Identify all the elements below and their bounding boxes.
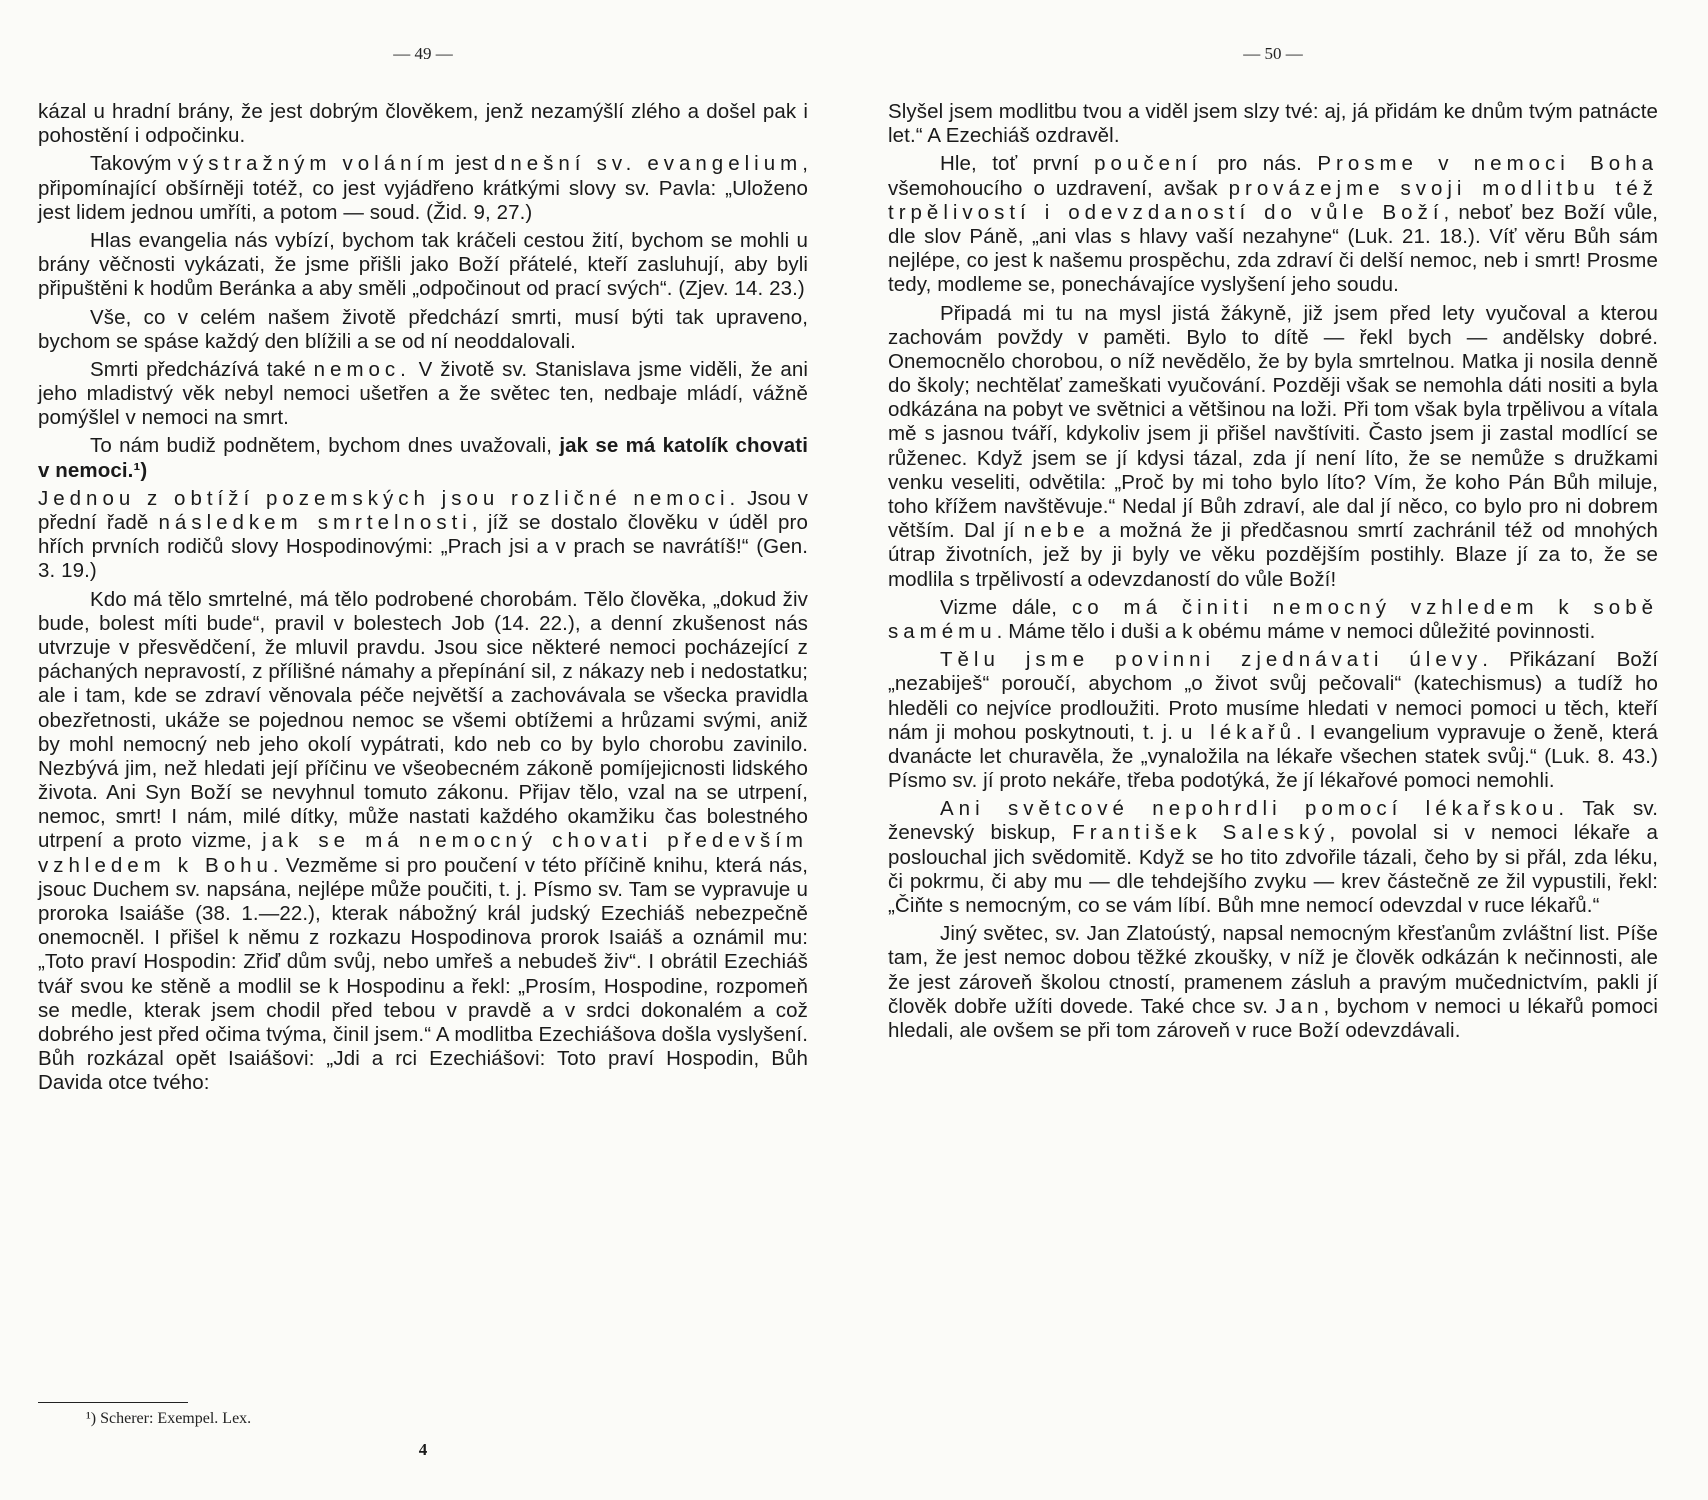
paragraph: Slyšel jsem modlitbu tvou a viděl jsem slzy tvé: aj, já přidám ke dnům tvým patnácte let.“ A Ezechiáš ozdravěl. [888, 100, 1658, 148]
paragraph: Ani světcové nepohrdli pomocí lékařskou. Tak sv. ženevský biskup, František Saleský, povolal si v nemoci lékaře a poslouchal jich svědomitě. Když se ho tito zdvořile tázali, čeho by si přál, zda léku, či pokrmu, či aby mu — dle tehdejšího zvyku — krev částečně ze žil vypustili, řekl: „Čiňte s nemocným, co se vám líbí. Bůh mne nemocí odevzdal v ruce lékařů.“ [888, 797, 1658, 917]
page-number: — 49 — [393, 44, 453, 63]
paragraph: Tělu jsme povinni zjednávati úlevy. Přikázaní Boží „nezabiješ“ poroučí, abychom „o život svůj pečovali“ (katechismus) a tudíž ho hleděli co nejvíce prodloužiti. Proto musíme hledati v nemoci pomoci u těch, kteří nám ji mohou poskytnouti, t. j. u lékařů. I evangelium vypravuje o ženě, která dvanácte let churavěla, že „vynaložila na lékaře všechen statek svůj.“ (Luk. 8. 43.) Písmo sv. jí proto nekáře, třeba podotýká, že jí lékařové pomoci nemohli. [888, 648, 1658, 793]
paragraph: Připadá mi tu na mysl jistá žákyně, již jsem před lety vyučoval a kterou zachovám povždy v paměti. Bylo to dítě — řekl bych — andělsky dobré. Onemocnělo chorobou, o níž nevědělo, že by byla smrtelnou. Matka ji nosila denně do školy; nechtělať zameškati vyučování. Později však se nemohla dáti nositi a byla odkázána na pobyt ve světnici a většinou na loži. Při tom však byla trpělivou a vítala mě s jasnou tváří, kdykoliv jsem ji přišel navštíviti. Často jsem ji zastal modlící se růženec. Když jsem se jí kdysi tázal, zda jí není líto, že se nemůže s družkami venku veseliti, odvětila: „Proč by mi toho bylo líto? Vím, že koho Pán Bůh miluje, toho křížem navštěvuje.“ Nedal jí Bůh zdraví, ale dal jí něco, co bylo pro ni dobrem větším. Dal jí nebe a možná že ji předčasnou smrtí zachránil též od mnohých útrap životních, jež by ji byly ve věku pozdějším postihly. Blaze jí za to, že se modlila s trpělivostí a odevzdaností do vůle Boží! [888, 301, 1658, 591]
bold-topic: jak se má katolík chovati v nemoci.¹) [38, 434, 808, 482]
paragraph: Kdo má tělo smrtelné, má tělo podrobené chorobám. Tělo člověka, „dokud živ bude, bolest míti bude“, pravil v bolestech Job (14. 22.), a denní zkušenost nás utvrzuje v přesvědčení, že mluvil pravdu. Jsou sice některé nemoci pocházející z páchaných nepravostí, z přílišné námahy a přepínání sil, z nákazy neb i nedostatku; ale i tam, kde se zdraví věnovala péče největší a zachovávala se všecka pravidla obezřetnosti, ukáže se pojednou nemoc se všemi obtížemi a hrůzami svými, aniž by mohl nemocný neb jeho okolí vypátrati, kdo neb co by bylo chorobu zavinilo. Nezbývá jim, než hledati její příčinu ve všeobecném zákoně pomíjejicnosti lidského života. Ani Syn Boží se nevyhnul tomuto zákonu. Přijav tělo, vzal na se utrpení, nemoc, smrt! I nám, milé dítky, může nastati každého okamžiku čas bolestného utrpení a proto vizme, jak se má nemocný chovati především vzhledem k Bohu. Vezměme si pro poučení v této příčině knihu, která nás, jsouc Duchem sv. napsána, nejlépe může poučiti, t. j. Písmo sv. Tam se vypravuje u proroka Isaiáše (38. 1.—22.), kterak nábožný král judský Ezechiáš nebezpečně onemocněl. I přišel k němu z rozkazu Hospodinova prorok Isaiáš a oznámil mu: „Toto praví Hospodin: Zřiď dům svůj, nebo umřeš a nebudeš živ“. I obrátil Ezechiáš tvář svou ke stěně a modlil se k Hospodinu a řekl: „Prosím, Hospodine, rozpomeň se medle, kterak jsem chodil před tebou v pravdě a v srdci dokonalém a což dobrého jest před očima tvýma, činil jsem.“ A modlitba Ezechiášova došla vyslyšení. Bůh rozkázal opět Isaiášovi: „Jdi a rci Ezechiášovi: Toto praví Hospodin, Bůh Davida otce tvého: [38, 587, 808, 1095]
paragraph: Takovým výstražným voláním jest dnešní sv. evangelium, připomínající obšírněji totéž, co jest vyjádřeno krátkými slovy sv. Pavla: „Uloženo jest lidem jednou umříti, a potom — soud. (Žid. 9, 27.) [38, 152, 808, 224]
page-number: — 50 — [1243, 44, 1303, 63]
page-body [38, 100, 808, 1100]
paragraph: Vše, co v celém našem životě předchází smrti, musí býti tak upraveno, bychom se spáse každý den blížili a se od ní neoddalovali. [38, 305, 808, 353]
footnote: ¹) Scherer: Exempel. Lex. [86, 1410, 252, 1427]
paragraph: Vizme dále, co má činiti nemocný vzhledem k sobě samému. Máme tělo i duši a k obému máme v nemoci důležité povinnosti. [888, 595, 1658, 643]
paragraph: Jiný světec, sv. Jan Zlatoústý, napsal nemocným křesťanům zvláštní list. Píše tam, že jest nemoc dobou těžké zkoušky, v níž je člověk odkázán k nečinnosti, ale že jest zároveň školou ctností, pramenem zásluh a pravým mučednictvím, pakli jí člověk dobře užíti dovede. Také chce sv. Jan, bychom v nemoci u lékařů pomoci hledali, ale ovšem se při tom zároveň v ruce Boží odevzdávali. [888, 922, 1658, 1042]
paragraph: Smrti předcházívá také nemoc. V životě sv. Stanislava jsme viděli, že ani jeho mladistvý věk nebyl nemoci ušetřen a že světec ten, nedbaje mládí, vážně pomýšlel v nemoci na smrt. [38, 357, 808, 430]
paragraph: Hlas evangelia nás vybízí, bychom tak kráčeli cestou žití, bychom se mohli u brány věčnosti vykázati, že jsme přišli jako Boží přátelé, kteří zasluhují, aby byli připuštěni k hodům Beránka a aby směli „odpočinout od prací svých“. (Zjev. 14. 23.) [38, 228, 808, 301]
footnote-rule [38, 1402, 188, 1403]
paragraph: Jednou z obtíží pozemských jsou rozličné nemoci. Jsou v přední řadě následkem smrtelnosti, jíž se dostalo člověku v úděl pro hřích prvních rodičů slovy Hospodinovými: „Prach jsi a v prach se navrátíš!“ (Gen. 3. 19.) [38, 486, 808, 583]
left-page [38, 0, 808, 1500]
right-page [888, 0, 1658, 1500]
paragraph: kázal u hradní brány, že jest dobrým člověkem, jenž nezamýšlí zlého a došel pak i pohostění i odpočinku. [38, 100, 808, 148]
page-body [888, 100, 1658, 1047]
signature-mark: 4 [418, 1440, 428, 1459]
paragraph: To nám budiž podnětem, bychom dnes uvažovali, jak se má katolík chovati v nemoci.¹) [38, 434, 808, 482]
paragraph: Hle, toť první poučení pro nás. Prosme v nemoci Boha všemohoucího o uzdravení, avšak provázejme svoji modlitbu též trpělivostí i odevzdaností do vůle Boží, neboť bez Boží vůle, dle slov Páně, „ani vlas s hlavy vaší nezahyne“ (Luk. 21. 18.). Víť věru Bůh sám nejlépe, co jest k našemu prospěchu, zda zdraví či delší nemoc, neb i smrt! Prosme tedy, modleme se, ponechávajíce vyslyšení jeho soudu. [888, 152, 1658, 297]
